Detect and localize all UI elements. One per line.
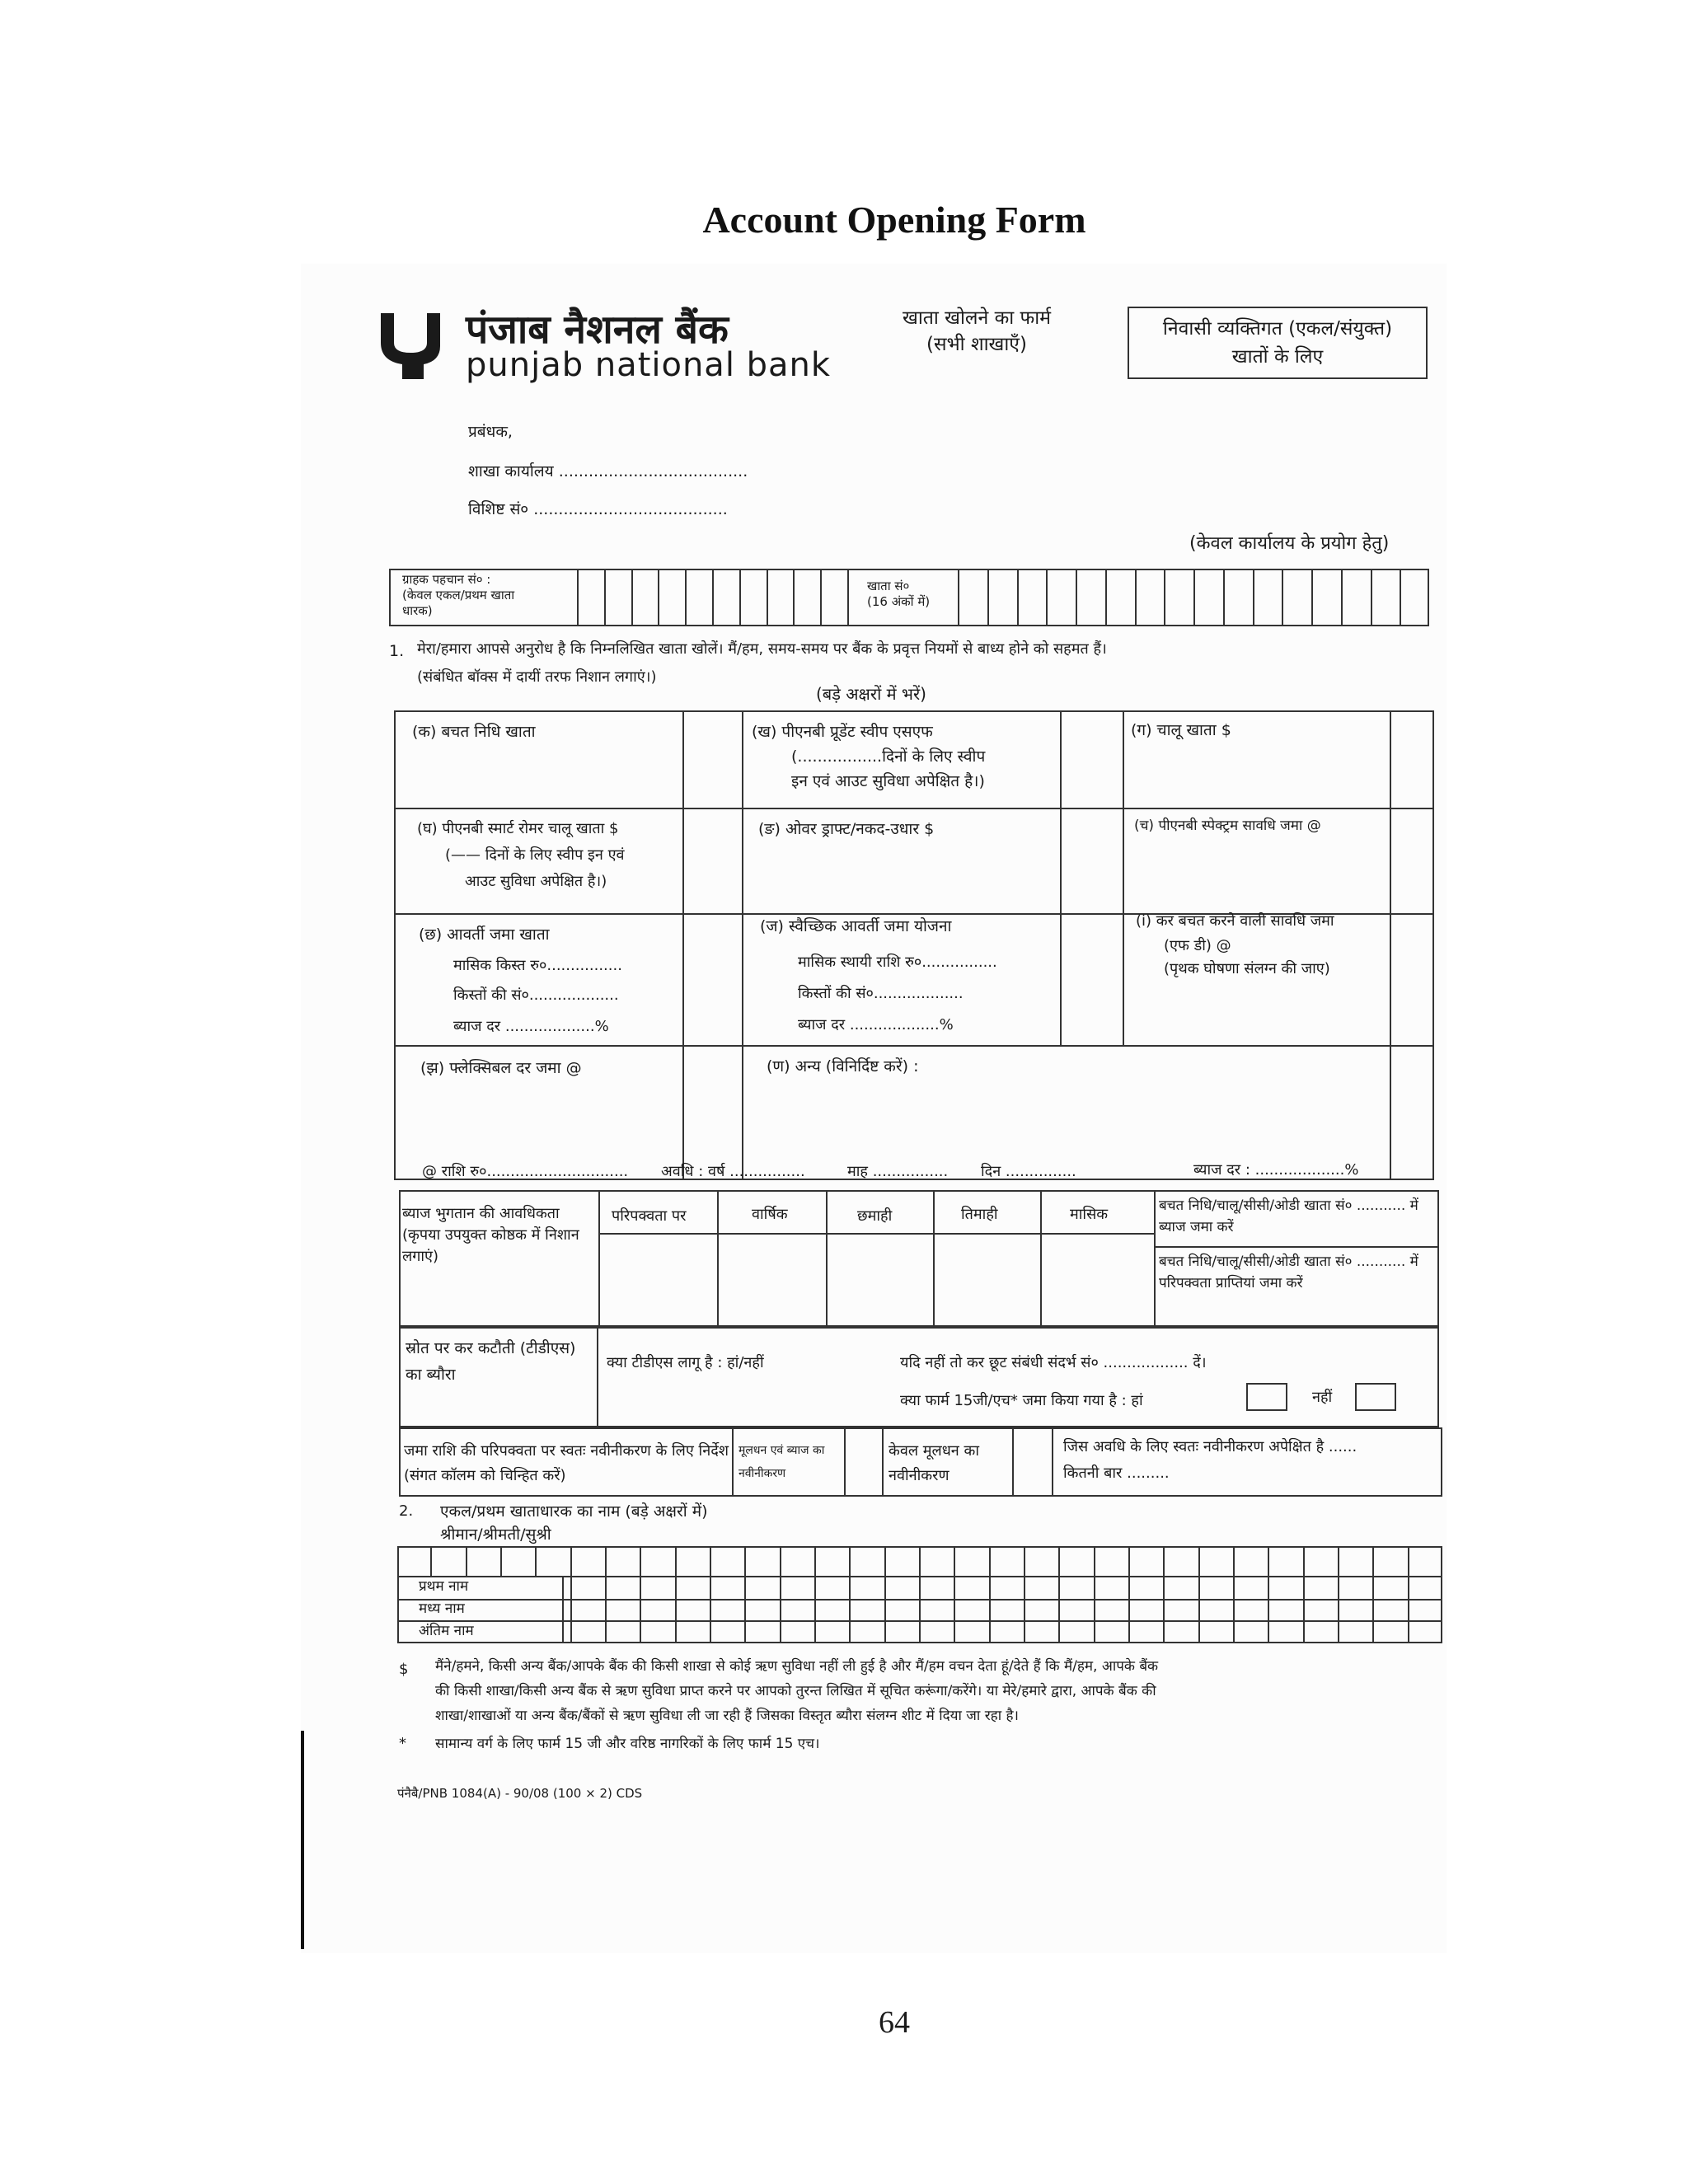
type-ja-1: (ज) स्वैच्छिक आवर्ती जमा योजना bbox=[760, 917, 952, 935]
form-title bbox=[853, 305, 1100, 358]
manager-label: प्रबंधक, bbox=[468, 423, 513, 441]
monthly-checkbox[interactable] bbox=[1042, 1235, 1154, 1327]
page-number: 64 bbox=[879, 2005, 910, 2040]
col-monthly: मासिक bbox=[1070, 1206, 1109, 1223]
customer-id-boxes[interactable] bbox=[577, 569, 849, 626]
type-gha-3: आउट सुविधा अपेक्षित है।) bbox=[465, 873, 607, 890]
name-cell[interactable] bbox=[710, 1546, 744, 1643]
deposit-period-years[interactable]: अवधि : वर्ष ................ bbox=[661, 1163, 805, 1180]
form15-no-label: नहीं bbox=[1312, 1389, 1333, 1406]
digit-box[interactable] bbox=[1400, 569, 1429, 626]
form-title-line1: खाता खोलने का फार्म bbox=[903, 307, 1051, 329]
name-cell[interactable] bbox=[1163, 1546, 1198, 1643]
type-i-2: (एफ डी) @ bbox=[1164, 937, 1231, 954]
star-note: सामान्य वर्ग के लिए फार्म 15 जी और वरिष्ठ नागरिकों के लिए फार्म 15 एच। bbox=[435, 1736, 820, 1752]
digit-box[interactable] bbox=[1164, 569, 1193, 626]
name-cell[interactable] bbox=[1094, 1546, 1128, 1643]
section1-number: 1. bbox=[389, 642, 405, 660]
type-kha-3: इन एवं आउट सुविधा अपेक्षित है।) bbox=[791, 772, 985, 790]
savings-checkbox[interactable] bbox=[1393, 714, 1431, 804]
type-jha: (झ) फ्लेक्सिबल दर जमा @ bbox=[420, 1059, 582, 1077]
renewal-principal-interest-checkbox[interactable] bbox=[846, 1429, 882, 1495]
interest-periodicity-label: ब्याज भुगतान की आवधिकता (कृपया उपयुक्त कोष्ठक में निशान लगाएं) bbox=[402, 1205, 579, 1265]
grid-line bbox=[732, 1427, 734, 1497]
name-cell[interactable] bbox=[1058, 1546, 1093, 1643]
col-annual: वार्षिक bbox=[752, 1206, 788, 1223]
last-name-label: अंतिम नाम bbox=[419, 1623, 474, 1639]
digit-box[interactable] bbox=[1046, 569, 1076, 626]
type-i-3: (पृथक घोषणा संलग्न की जाए) bbox=[1164, 960, 1330, 977]
grid-line bbox=[597, 1325, 598, 1427]
type-ja-3[interactable]: किस्तों की सं०................... bbox=[798, 985, 964, 1002]
type-gha-1: (घ) पीएनबी स्मार्ट रोमर चालू खाता $ bbox=[417, 820, 619, 837]
office-use-note: (केवल कार्यालय के प्रयोग हेतु) bbox=[1189, 533, 1390, 554]
digit-box[interactable] bbox=[958, 569, 987, 626]
renewal-period[interactable]: जिस अवधि के लिए स्वतः नवीनीकरण अपेक्षित है ...... bbox=[1063, 1438, 1357, 1455]
grid-line bbox=[682, 710, 684, 1180]
renewal-times[interactable]: कितनी बार ......... bbox=[1063, 1465, 1170, 1482]
grid-line bbox=[742, 710, 743, 1180]
dollar-mark: $ bbox=[399, 1661, 409, 1678]
tds-exemption-ref[interactable]: यदि नहीं तो कर छूट संबंधी संदर्भ सं० .................. दें। bbox=[900, 1354, 1207, 1371]
form-type-line1: निवासी व्यक्तिगत (एकल/संयुक्त) bbox=[1162, 318, 1393, 340]
digit-box[interactable] bbox=[604, 569, 631, 626]
type-chha-3[interactable]: किस्तों की सं०................... bbox=[453, 987, 619, 1004]
grid-line bbox=[1154, 1190, 1156, 1329]
request-line1: मेरा/हमारा आपसे अनुरोध है कि निम्नलिखित खाता खोलें। मैं/हम, समय-समय पर बैंक के प्रवृत्त नियमों से बाध्य होने को सहमत हैं। bbox=[417, 640, 1107, 658]
name-cell[interactable] bbox=[1268, 1546, 1302, 1643]
type-i-1: (i) कर बचत करने वाली सावधि जमा bbox=[1136, 912, 1334, 930]
digit-box[interactable] bbox=[1371, 569, 1400, 626]
form-type-line2: खातों के लिए bbox=[1231, 346, 1324, 368]
name-cell[interactable] bbox=[1372, 1546, 1407, 1643]
bank-name-english: punjab national bank bbox=[466, 346, 832, 384]
dollar-note-line2: की किसी शाखा/किसी अन्य बैंक से ऋण सुविधा प्राप्त करने पर आपको तुरन्त लिखित में सूचित करूंगा/करेंगे। या मेरे/हमारे द्वारा, आपके बैंक की bbox=[435, 1683, 1156, 1699]
col-quarterly: तिमाही bbox=[961, 1206, 998, 1223]
grid-line bbox=[394, 808, 1434, 809]
tds-applicable[interactable]: क्या टीडीएस लागू है : हां/नहीं bbox=[607, 1354, 764, 1371]
annual-checkbox[interactable] bbox=[719, 1235, 826, 1327]
pnb-logo-icon bbox=[377, 310, 443, 381]
name-cell[interactable] bbox=[1024, 1546, 1058, 1643]
grid-line bbox=[394, 1045, 1434, 1047]
name-cell[interactable] bbox=[1338, 1546, 1372, 1643]
name-cell[interactable] bbox=[780, 1546, 814, 1643]
grid-line bbox=[1052, 1427, 1053, 1497]
digit-box[interactable] bbox=[739, 569, 767, 626]
renewal-label: जमा राशि की परिपक्वता पर स्वतः नवीनीकरण के लिए निर्देश (संगत कॉलम को चिन्हित करें) bbox=[404, 1442, 729, 1484]
digit-box[interactable] bbox=[1017, 569, 1047, 626]
dollar-note-line1: मैंने/हमने, किसी अन्य बैंक/आपके बैंक की किसी शाखा से कोई ऋण सुविधा नहीं ली हुई है और मैं/हम वचन देता हूं/देते हैं कि मैं/हम, आपके बैंक bbox=[435, 1658, 1159, 1675]
form-title-line2: (सभी शाखाएँ) bbox=[926, 334, 1028, 355]
digit-box[interactable] bbox=[1311, 569, 1341, 626]
form15-yes-checkbox[interactable] bbox=[1246, 1383, 1287, 1411]
digit-box[interactable] bbox=[793, 569, 820, 626]
grid-line bbox=[399, 1620, 562, 1622]
type-chha-1: (छ) आवर्ती जमा खाता bbox=[419, 926, 550, 944]
digit-box[interactable] bbox=[987, 569, 1017, 626]
name-cell[interactable] bbox=[605, 1546, 640, 1643]
tds-label: स्रोत पर कर कटौती (टीडीएस) का ब्यौरा bbox=[406, 1339, 576, 1384]
customer-id-label: ग्राहक पहचान सं० : (केवल एकल/प्रथम खाता धारक) bbox=[402, 572, 515, 618]
renewal-principal-interest: मूलधन एवं ब्याज का नवीनीकरण bbox=[738, 1444, 825, 1480]
type-chha-2[interactable]: मासिक किस्त रु०................ bbox=[453, 957, 622, 974]
digit-box[interactable] bbox=[1105, 569, 1135, 626]
account-no-boxes[interactable] bbox=[958, 569, 1429, 626]
type-nga: (ङ) ओवर ड्राफ्ट/नकद-उधार $ bbox=[758, 820, 935, 838]
account-no-label: खाता सं० (16 अंकों में) bbox=[867, 579, 931, 609]
digit-box[interactable] bbox=[685, 569, 712, 626]
name-cell[interactable] bbox=[744, 1546, 779, 1643]
type-chha-4[interactable]: ब्याज दर ...................% bbox=[453, 1018, 609, 1035]
name-cell[interactable] bbox=[1303, 1546, 1338, 1643]
middle-name-label: मध्य नाम bbox=[419, 1601, 465, 1617]
maturity-checkbox[interactable] bbox=[600, 1235, 717, 1327]
grid-line bbox=[1060, 710, 1062, 1045]
digit-box[interactable] bbox=[1193, 569, 1223, 626]
scan-edge bbox=[301, 1731, 304, 1949]
deposit-period-months[interactable]: माह ................ bbox=[847, 1163, 949, 1180]
name-cell[interactable] bbox=[814, 1546, 849, 1643]
col-maturity: परिपक्वता पर bbox=[612, 1207, 687, 1225]
digit-box[interactable] bbox=[631, 569, 659, 626]
digit-box[interactable] bbox=[1282, 569, 1311, 626]
digit-box[interactable] bbox=[1341, 569, 1371, 626]
name-cell[interactable] bbox=[1408, 1546, 1442, 1643]
maturity-credit-account[interactable]: बचत निधि/चालू/सीसी/ओडी खाता सं० ........... में परिपक्वता प्राप्तियां जमा करें bbox=[1159, 1254, 1418, 1291]
name-cell[interactable] bbox=[1233, 1546, 1268, 1643]
grid-line bbox=[1154, 1246, 1439, 1248]
grid-line bbox=[562, 1576, 564, 1643]
grid-line bbox=[1390, 710, 1391, 1180]
type-gha-2: (—— दिनों के लिए स्वीप इन एवं bbox=[445, 846, 625, 864]
request-line2: (संबंधित बॉक्स में दायीं तरफ निशान लगाएं।) bbox=[417, 668, 657, 686]
type-ja-2[interactable]: मासिक स्थायी राशि रु०................ bbox=[798, 954, 997, 971]
branch-office-field[interactable]: शाखा कार्यालय ...................................... bbox=[468, 462, 748, 480]
digit-box[interactable] bbox=[577, 569, 604, 626]
name-cell[interactable] bbox=[919, 1546, 954, 1643]
type-na: (ण) अन्य (विनिर्दिष्ट करें) : bbox=[767, 1057, 919, 1076]
name-cell[interactable] bbox=[1198, 1546, 1233, 1643]
deposit-period-days[interactable]: दिन ............... bbox=[981, 1163, 1076, 1180]
section2-number: 2. bbox=[399, 1502, 414, 1520]
digit-box[interactable] bbox=[820, 569, 849, 626]
salutation: श्रीमान/श्रीमती/सुश्री bbox=[440, 1526, 551, 1544]
bank-name-hindi: पंजाब नैशनल बैंक bbox=[466, 307, 729, 353]
deposit-amount[interactable]: @ राशि रु०.............................. bbox=[422, 1163, 629, 1180]
digit-box[interactable] bbox=[767, 569, 794, 626]
name-cell[interactable] bbox=[1128, 1546, 1163, 1643]
name-cell[interactable] bbox=[570, 1546, 605, 1643]
digit-box[interactable] bbox=[1076, 569, 1105, 626]
col-half-yearly: छमाही bbox=[857, 1207, 893, 1225]
type-ka: (क) बचत निधि खाता bbox=[412, 723, 536, 741]
quarterly-checkbox[interactable] bbox=[935, 1235, 1040, 1327]
digit-box[interactable] bbox=[712, 569, 739, 626]
first-name-label: प्रथम नाम bbox=[419, 1578, 469, 1595]
name-cell[interactable] bbox=[849, 1546, 884, 1643]
digit-box[interactable] bbox=[658, 569, 685, 626]
specific-no-field[interactable]: विशिष्ट सं० ....................................... bbox=[468, 500, 728, 518]
digit-box[interactable] bbox=[1135, 569, 1165, 626]
section2-heading: एकल/प्रथम खाताधारक का नाम (बड़े अक्षरों में) bbox=[440, 1502, 708, 1521]
type-ga: (ग) चालू खाता $ bbox=[1131, 721, 1231, 739]
name-cell[interactable] bbox=[954, 1546, 988, 1643]
grid-line bbox=[1123, 710, 1124, 1045]
digit-box[interactable] bbox=[1253, 569, 1282, 626]
renewal-principal-only-checkbox[interactable] bbox=[1014, 1429, 1052, 1495]
form15-question: क्या फार्म 15जी/एच* जमा किया गया है : हां bbox=[900, 1392, 1143, 1409]
dollar-note-line3: शाखा/शाखाओं या अन्य बैंक/बैंकों से ऋण सुविधा ली जा रही हैं जिसका विस्तृत ब्यौरा संलग्न शीट में दिया जा रहा है। bbox=[435, 1708, 1019, 1724]
page-title: Account Opening Form bbox=[702, 199, 1086, 241]
grid-line bbox=[882, 1427, 884, 1497]
type-ja-4[interactable]: ब्याज दर ...................% bbox=[798, 1016, 954, 1033]
name-cell[interactable] bbox=[640, 1546, 674, 1643]
deposit-interest-rate[interactable]: ब्याज दर : ...................% bbox=[1193, 1161, 1359, 1179]
name-cell[interactable] bbox=[989, 1546, 1024, 1643]
form-code: पंनैबै/PNB 1084(A) - 90/08 (100 × 2) CDS bbox=[397, 1786, 643, 1801]
type-kha-1: (ख) पीएनबी प्रूडेंट स्वीप एसएफ bbox=[752, 723, 933, 741]
half-yearly-checkbox[interactable] bbox=[828, 1235, 933, 1327]
form15-no-checkbox[interactable] bbox=[1355, 1383, 1396, 1411]
star-mark: * bbox=[399, 1735, 406, 1752]
type-cha: (च) पीएनबी स्पेक्ट्रम सावधि जमा @ bbox=[1134, 818, 1321, 834]
capital-note: (बड़े अक्षरों में भरें) bbox=[816, 684, 926, 704]
digit-box[interactable] bbox=[1223, 569, 1253, 626]
type-kha-2: (.................दिनों के लिए स्वीप bbox=[791, 748, 986, 766]
name-cell[interactable] bbox=[884, 1546, 919, 1643]
name-cell[interactable] bbox=[675, 1546, 710, 1643]
interest-credit-account[interactable]: बचत निधि/चालू/सीसी/ओडी खाता सं० ........... में ब्याज जमा करें bbox=[1159, 1197, 1418, 1235]
form-type-box bbox=[1128, 307, 1428, 379]
renewal-principal-only: केवल मूलधन का नवीनीकरण bbox=[889, 1442, 979, 1484]
